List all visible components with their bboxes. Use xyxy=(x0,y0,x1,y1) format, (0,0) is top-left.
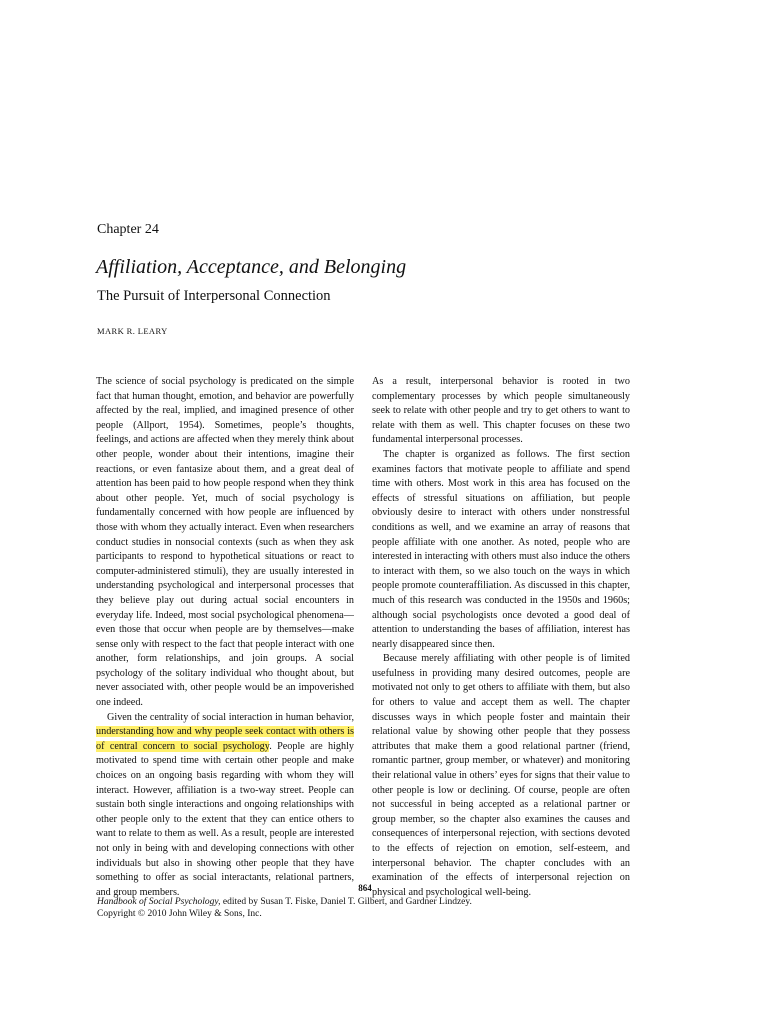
right-paragraph-1: As a result, interpersonal behavior is rooted in two complementary processes by which people simultaneously seek to relate with other people and try to get others to want to relate with them as well. This chapter focuses on these two fundamental interpersonal processes. xyxy=(372,376,630,446)
chapter-title: Affiliation, Acceptance, and Belonging xyxy=(96,256,407,278)
right-column xyxy=(372,375,630,900)
footer-citation xyxy=(97,896,472,908)
copyright-line: Copyright © 2010 John Wiley & Sons, Inc. xyxy=(97,909,262,919)
author-name: MARK R. LEARY xyxy=(97,326,168,336)
paragraph-text: Given the centrality of social interaction in human behavior, xyxy=(107,711,354,723)
book-title: Handbook of Social Psychology, xyxy=(97,897,221,907)
chapter-subtitle: The Pursuit of Interpersonal Connection xyxy=(97,288,331,304)
paragraph-text: . People are highly motivated to spend time with certain other people and make choices on an ongoing basis regarding with whom they will interact. However, affiliation is a two-way street. People can sustain both single interactions and ongoing relationships with other people only to the extent that they can entice others to want to relate to them as well. As a result, people are interested not only in being with and developing connections with other individuals but also in showing other people that they have something to offer as social interactants, relational partners, and group members. xyxy=(96,740,355,898)
chapter-label: Chapter 24 xyxy=(97,222,159,237)
highlighted-text[interactable]: understanding how and why people seek contact with others is of central concern to social psychology xyxy=(96,726,354,752)
book-editors: edited by Susan T. Fiske, Daniel T. Gilbert, and Gardner Lindzey. xyxy=(220,897,472,907)
left-paragraph-2 xyxy=(96,711,354,901)
footer xyxy=(97,896,472,920)
page-number: 864 xyxy=(358,883,372,893)
left-paragraph-1: The science of social psychology is predicated on the simple fact that human thought, emotion, and behavior are powerfully affected by the real, implied, and imagined presence of other people (Allport, 1954). Sometimes, people’s thoughts, feelings, and actions are affected when they merely think about other people, wonder about their intentions, imagine their reactions, or even fantasize about them, and a great deal of attention has been paid to how people respond when they think about other people. Yet, much of social psychology is fundamentally concerned with how people are influenced by those with whom they actually interact. Even when researchers conduct studies in nonsocial contexts (such as when they ask participants to respond to hypothetical situations or react to computer-administered stimuli), they are usually interested in understanding psychological and interpersonal processes that they believe play out during actual social encounters in everyday life. Indeed, most social psychological phenomena—even those that occur when people are by themselves—make sense only with respect to the fact that people interact with one another, form relationships, and join groups. A social psychology of the solitary individual who thought about, but never associated with, other people would be an impoverished one indeed. xyxy=(96,376,354,709)
right-paragraph-3: Because merely affiliating with other people is of limited usefulness in providing many desired outcomes, people are motivated not only to get others to affiliate with them, but also for others to value and accept them as well. The chapter discusses ways in which people foster and maintain their relational value by showing other people that they possess attributes that make them a good relational partner (friend, romantic partner, group member, or whatever) and monitoring their relational value in others’ eyes for signs that their value to other people is low or declining. Of course, people are often not successful in being accepted as a relational partner or group member, so the chapter also examines the causes and consequences of interpersonal rejection, with sections devoted to the effects of rejection on emotion, self-esteem, and interpersonal behavior. The chapter concludes with an examination of the effects of interpersonal rejection on physical and psychological well-being. xyxy=(372,653,630,898)
left-column xyxy=(96,375,354,900)
right-paragraph-2: The chapter is organized as follows. The first section examines factors that motivate people to affiliate and spend time with others. Most work in this area has focused on the effects of stressful situations on affiliation, but people obviously desire to interact with others under nonstressful conditions as well, and we examine an array of reasons that people affiliate with one another. As noted, people who are interested in interacting with others must also induce the others to interact with them, so we also touch on the ways in which people promote counteraffiliation. As discussed in this chapter, much of this research was conducted in the 1950s and 1960s; although social psychologists once devoted a good deal of attention to understanding the bases of affiliation, interest has nearly disappeared since then. xyxy=(372,448,630,650)
